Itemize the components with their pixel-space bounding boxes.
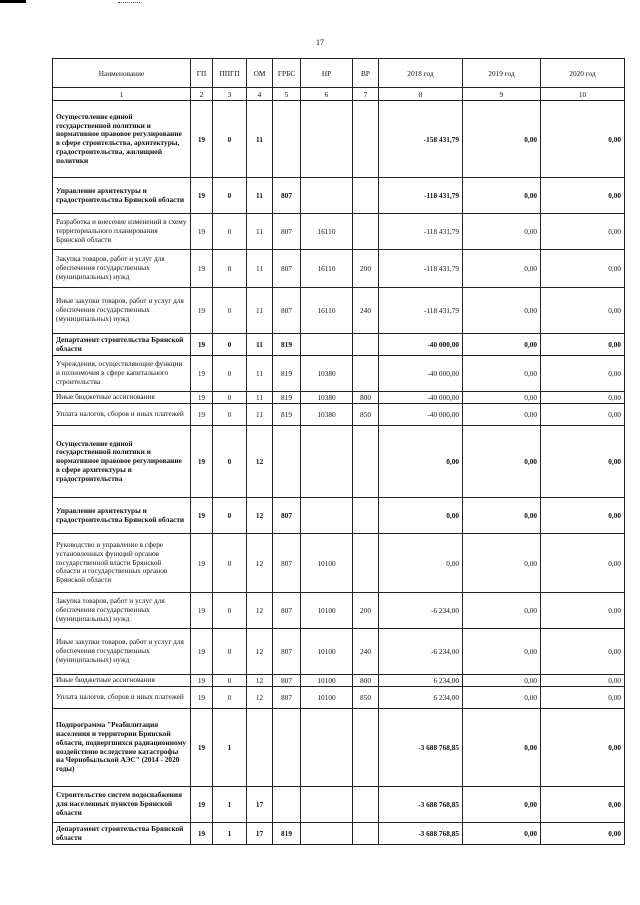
cell-grbs: 819	[273, 404, 301, 426]
cell-ppgp: 0	[213, 593, 247, 629]
table-row	[53, 404, 625, 426]
cell-name: Управление архитектуры и градостроительства Брянской области	[53, 178, 191, 214]
col-header-gp: ГП	[191, 59, 213, 88]
cell-vr	[353, 101, 379, 178]
cell-vr	[353, 498, 379, 534]
cell-ppgp: 0	[213, 356, 247, 392]
cell-nr: 10380	[301, 392, 353, 404]
col-number: 1	[53, 88, 191, 101]
cell-2018: -40 000,00	[379, 404, 463, 426]
col-number: 6	[301, 88, 353, 101]
cell-2019: 0,00	[463, 250, 541, 288]
cell-2020: 0,00	[541, 687, 625, 709]
cell-name: Разработка и внесение изменений в схему территориального планирования Брянской области	[53, 214, 191, 250]
cell-gp: 19	[191, 823, 213, 845]
cell-grbs: 807	[273, 214, 301, 250]
cell-vr	[353, 334, 379, 356]
cell-nr	[301, 787, 353, 823]
cell-gp: 19	[191, 404, 213, 426]
cell-nr	[301, 498, 353, 534]
col-header-grbs: ГРБС	[273, 59, 301, 88]
cell-om: 11	[247, 288, 273, 334]
cell-2019: 0,00	[463, 214, 541, 250]
cell-name: Департамент строительства Брянской области	[53, 823, 191, 845]
cell-gp: 19	[191, 593, 213, 629]
cell-2020: 0,00	[541, 823, 625, 845]
cell-gp: 19	[191, 250, 213, 288]
col-number: 5	[273, 88, 301, 101]
cell-om: 12	[247, 534, 273, 593]
cell-vr: 240	[353, 288, 379, 334]
table-row	[53, 356, 625, 392]
table-row	[53, 498, 625, 534]
table-row	[53, 687, 625, 709]
cell-vr	[353, 356, 379, 392]
cell-2020: 0,00	[541, 392, 625, 404]
col-number: 10	[541, 88, 625, 101]
cell-grbs	[273, 709, 301, 787]
cell-name: Строительство систем водоснабжения для населенных пунктов Брянской области	[53, 787, 191, 823]
cell-name: Закупка товаров, работ и услуг для обеспечения государственных (муниципальных) нужд	[53, 593, 191, 629]
cell-2019: 0,00	[463, 392, 541, 404]
cell-name: Иные бюджетные ассигнования	[53, 392, 191, 404]
cell-name: Руководство и управление в сфере установленных функций органов государственной власти Брянской области и государственных органов Брянской области	[53, 534, 191, 593]
cell-nr	[301, 101, 353, 178]
cell-2018: -3 688 768,85	[379, 709, 463, 787]
cell-2020: 0,00	[541, 356, 625, 392]
cell-2018: -40 000,00	[379, 356, 463, 392]
col-number: 2	[191, 88, 213, 101]
col-number: 4	[247, 88, 273, 101]
cell-gp: 19	[191, 356, 213, 392]
cell-2020: 0,00	[541, 426, 625, 498]
col-header-2018: 2018 год	[379, 59, 463, 88]
scan-artifact	[118, 2, 140, 4]
scan-corner-mark	[0, 0, 26, 3]
cell-om: 12	[247, 498, 273, 534]
header-row	[53, 59, 625, 88]
cell-2019: 0,00	[463, 288, 541, 334]
table-row	[53, 101, 625, 178]
col-number: 9	[463, 88, 541, 101]
cell-om: 11	[247, 356, 273, 392]
cell-gp: 19	[191, 629, 213, 675]
cell-ppgp: 1	[213, 787, 247, 823]
cell-name: Закупка товаров, работ и услуг для обеспечения государственных (муниципальных) нужд	[53, 250, 191, 288]
cell-om: 11	[247, 392, 273, 404]
cell-grbs	[273, 426, 301, 498]
col-header-vr: ВР	[353, 59, 379, 88]
cell-2019: 0,00	[463, 593, 541, 629]
col-header-ppgp: ППГП	[213, 59, 247, 88]
cell-vr: 800	[353, 675, 379, 687]
cell-2020: 0,00	[541, 709, 625, 787]
cell-vr	[353, 787, 379, 823]
cell-vr	[353, 709, 379, 787]
cell-ppgp: 0	[213, 334, 247, 356]
cell-name: Департамент строительства Брянской области	[53, 334, 191, 356]
table-row	[53, 534, 625, 593]
cell-nr	[301, 709, 353, 787]
cell-2018: -3 688 768,85	[379, 823, 463, 845]
table-row	[53, 334, 625, 356]
table-row	[53, 178, 625, 214]
col-header-2020: 2020 год	[541, 59, 625, 88]
cell-gp: 19	[191, 426, 213, 498]
cell-om: 11	[247, 214, 273, 250]
col-number: 3	[213, 88, 247, 101]
cell-nr: 10380	[301, 404, 353, 426]
table-row	[53, 250, 625, 288]
cell-2019: 0,00	[463, 534, 541, 593]
table-row	[53, 426, 625, 498]
cell-gp: 19	[191, 687, 213, 709]
cell-2020: 0,00	[541, 214, 625, 250]
col-header-2019: 2019 год	[463, 59, 541, 88]
cell-grbs: 819	[273, 392, 301, 404]
cell-grbs: 807	[273, 629, 301, 675]
cell-nr: 10100	[301, 687, 353, 709]
cell-nr	[301, 334, 353, 356]
cell-2020: 0,00	[541, 629, 625, 675]
cell-2019: 0,00	[463, 629, 541, 675]
cell-2018: 0,00	[379, 426, 463, 498]
cell-2018: 0,00	[379, 498, 463, 534]
table-row	[53, 629, 625, 675]
cell-grbs: 807	[273, 593, 301, 629]
cell-name: Уплата налогов, сборов и иных платежей	[53, 687, 191, 709]
cell-2020: 0,00	[541, 334, 625, 356]
cell-2018: -118 431,79	[379, 250, 463, 288]
cell-grbs: 807	[273, 288, 301, 334]
cell-ppgp: 0	[213, 687, 247, 709]
cell-om: 12	[247, 593, 273, 629]
cell-om	[247, 709, 273, 787]
cell-2019: 0,00	[463, 709, 541, 787]
cell-om: 12	[247, 629, 273, 675]
cell-vr: 850	[353, 404, 379, 426]
cell-2019: 0,00	[463, 823, 541, 845]
table-row	[53, 675, 625, 687]
cell-ppgp: 0	[213, 498, 247, 534]
cell-ppgp: 1	[213, 823, 247, 845]
col-header-om: ОМ	[247, 59, 273, 88]
cell-ppgp: 0	[213, 675, 247, 687]
cell-ppgp: 0	[213, 404, 247, 426]
cell-vr	[353, 534, 379, 593]
cell-2018: -40 000,00	[379, 334, 463, 356]
table-row	[53, 787, 625, 823]
cell-gp: 19	[191, 178, 213, 214]
cell-vr	[353, 426, 379, 498]
cell-ppgp: 0	[213, 288, 247, 334]
col-header-nr: НР	[301, 59, 353, 88]
cell-nr: 16110	[301, 288, 353, 334]
cell-gp: 19	[191, 534, 213, 593]
cell-name: Осуществление единой государственной политики и нормативное правовое регулирование в сфере строительства, архитектуры, градостроительства, жилищной политики	[53, 101, 191, 178]
cell-nr: 10100	[301, 593, 353, 629]
cell-gp: 19	[191, 675, 213, 687]
cell-2020: 0,00	[541, 675, 625, 687]
cell-2018: -118 431,79	[379, 214, 463, 250]
column-number-row	[53, 88, 625, 101]
cell-grbs: 807	[273, 250, 301, 288]
cell-name: Иные закупки товаров, работ и услуг для обеспечения государственных (муниципальных) нужд	[53, 288, 191, 334]
budget-table	[52, 58, 625, 845]
cell-om: 11	[247, 334, 273, 356]
cell-name: Осуществление единой государственной политики и нормативное правовое регулирование в сфере архитектуры и градостроительства	[53, 426, 191, 498]
cell-2018: -6 234,00	[379, 593, 463, 629]
cell-2020: 0,00	[541, 593, 625, 629]
cell-nr	[301, 178, 353, 214]
cell-vr: 240	[353, 629, 379, 675]
cell-ppgp: 0	[213, 178, 247, 214]
cell-nr	[301, 426, 353, 498]
cell-grbs: 807	[273, 498, 301, 534]
cell-ppgp: 0	[213, 392, 247, 404]
cell-ppgp: 0	[213, 250, 247, 288]
cell-vr: 850	[353, 687, 379, 709]
cell-2018: 6 234,00	[379, 675, 463, 687]
cell-2020: 0,00	[541, 101, 625, 178]
cell-2018: 0,00	[379, 534, 463, 593]
cell-ppgp: 1	[213, 709, 247, 787]
table-row	[53, 288, 625, 334]
cell-grbs	[273, 101, 301, 178]
cell-grbs: 807	[273, 178, 301, 214]
cell-name: Управление архитектуры и градостроительства Брянской области	[53, 498, 191, 534]
cell-vr	[353, 823, 379, 845]
table-row	[53, 593, 625, 629]
cell-gp: 19	[191, 214, 213, 250]
cell-vr: 200	[353, 250, 379, 288]
cell-name: Подпрограмма "Реабилитация населения и территории Брянской области, подвергшихся радиационному воздействию вследствие катастрофы на Чернобыльской АЭС" (2014 - 2020 годы)	[53, 709, 191, 787]
cell-2018: -118 431,79	[379, 178, 463, 214]
cell-nr: 16110	[301, 214, 353, 250]
cell-om: 11	[247, 404, 273, 426]
cell-nr: 10100	[301, 675, 353, 687]
cell-ppgp: 0	[213, 629, 247, 675]
cell-om: 12	[247, 675, 273, 687]
cell-2019: 0,00	[463, 675, 541, 687]
cell-ppgp: 0	[213, 214, 247, 250]
cell-om: 17	[247, 823, 273, 845]
table-row	[53, 214, 625, 250]
cell-gp: 19	[191, 787, 213, 823]
table-body	[53, 101, 625, 845]
cell-2020: 0,00	[541, 534, 625, 593]
cell-2019: 0,00	[463, 426, 541, 498]
cell-name: Иные бюджетные ассигнования	[53, 675, 191, 687]
cell-2018: 6 234,00	[379, 687, 463, 709]
cell-om: 11	[247, 178, 273, 214]
cell-2018: -3 688 768,85	[379, 787, 463, 823]
cell-2019: 0,00	[463, 178, 541, 214]
cell-2019: 0,00	[463, 334, 541, 356]
cell-grbs: 807	[273, 675, 301, 687]
cell-nr: 10100	[301, 629, 353, 675]
col-number: 8	[379, 88, 463, 101]
cell-ppgp: 0	[213, 101, 247, 178]
cell-2018: -118 431,79	[379, 288, 463, 334]
cell-nr: 10380	[301, 356, 353, 392]
cell-gp: 19	[191, 288, 213, 334]
cell-2019: 0,00	[463, 356, 541, 392]
col-header-name: Наименование	[53, 59, 191, 88]
cell-2018: -40 000,00	[379, 392, 463, 404]
cell-2019: 0,00	[463, 687, 541, 709]
cell-nr: 10100	[301, 534, 353, 593]
cell-gp: 19	[191, 334, 213, 356]
table-row	[53, 392, 625, 404]
cell-om: 11	[247, 250, 273, 288]
cell-name: Учреждения, осуществляющие функции и полномочия в сфере капитального строительства	[53, 356, 191, 392]
cell-vr	[353, 214, 379, 250]
cell-2020: 0,00	[541, 498, 625, 534]
cell-2018: -6 234,00	[379, 629, 463, 675]
cell-vr	[353, 178, 379, 214]
cell-grbs: 807	[273, 687, 301, 709]
cell-2020: 0,00	[541, 178, 625, 214]
cell-om: 12	[247, 426, 273, 498]
cell-vr: 800	[353, 392, 379, 404]
cell-gp: 19	[191, 498, 213, 534]
cell-2020: 0,00	[541, 250, 625, 288]
cell-2019: 0,00	[463, 404, 541, 426]
cell-name: Уплата налогов, сборов и иных платежей	[53, 404, 191, 426]
cell-om: 11	[247, 101, 273, 178]
cell-2018: -158 431,79	[379, 101, 463, 178]
cell-grbs	[273, 787, 301, 823]
cell-2019: 0,00	[463, 787, 541, 823]
cell-nr: 16110	[301, 250, 353, 288]
cell-grbs: 819	[273, 334, 301, 356]
cell-name: Иные закупки товаров, работ и услуг для обеспечения государственных (муниципальных) нужд	[53, 629, 191, 675]
page-number: 17	[316, 38, 324, 47]
cell-2019: 0,00	[463, 101, 541, 178]
cell-om: 17	[247, 787, 273, 823]
cell-gp: 19	[191, 101, 213, 178]
cell-2020: 0,00	[541, 288, 625, 334]
col-number: 7	[353, 88, 379, 101]
cell-nr	[301, 823, 353, 845]
cell-gp: 19	[191, 709, 213, 787]
table-row	[53, 823, 625, 845]
cell-2020: 0,00	[541, 404, 625, 426]
cell-grbs: 819	[273, 823, 301, 845]
cell-ppgp: 0	[213, 534, 247, 593]
cell-2019: 0,00	[463, 498, 541, 534]
cell-2020: 0,00	[541, 787, 625, 823]
table-row	[53, 709, 625, 787]
cell-vr: 200	[353, 593, 379, 629]
cell-grbs: 819	[273, 356, 301, 392]
cell-om: 12	[247, 687, 273, 709]
cell-grbs: 807	[273, 534, 301, 593]
cell-gp: 19	[191, 392, 213, 404]
cell-ppgp: 0	[213, 426, 247, 498]
